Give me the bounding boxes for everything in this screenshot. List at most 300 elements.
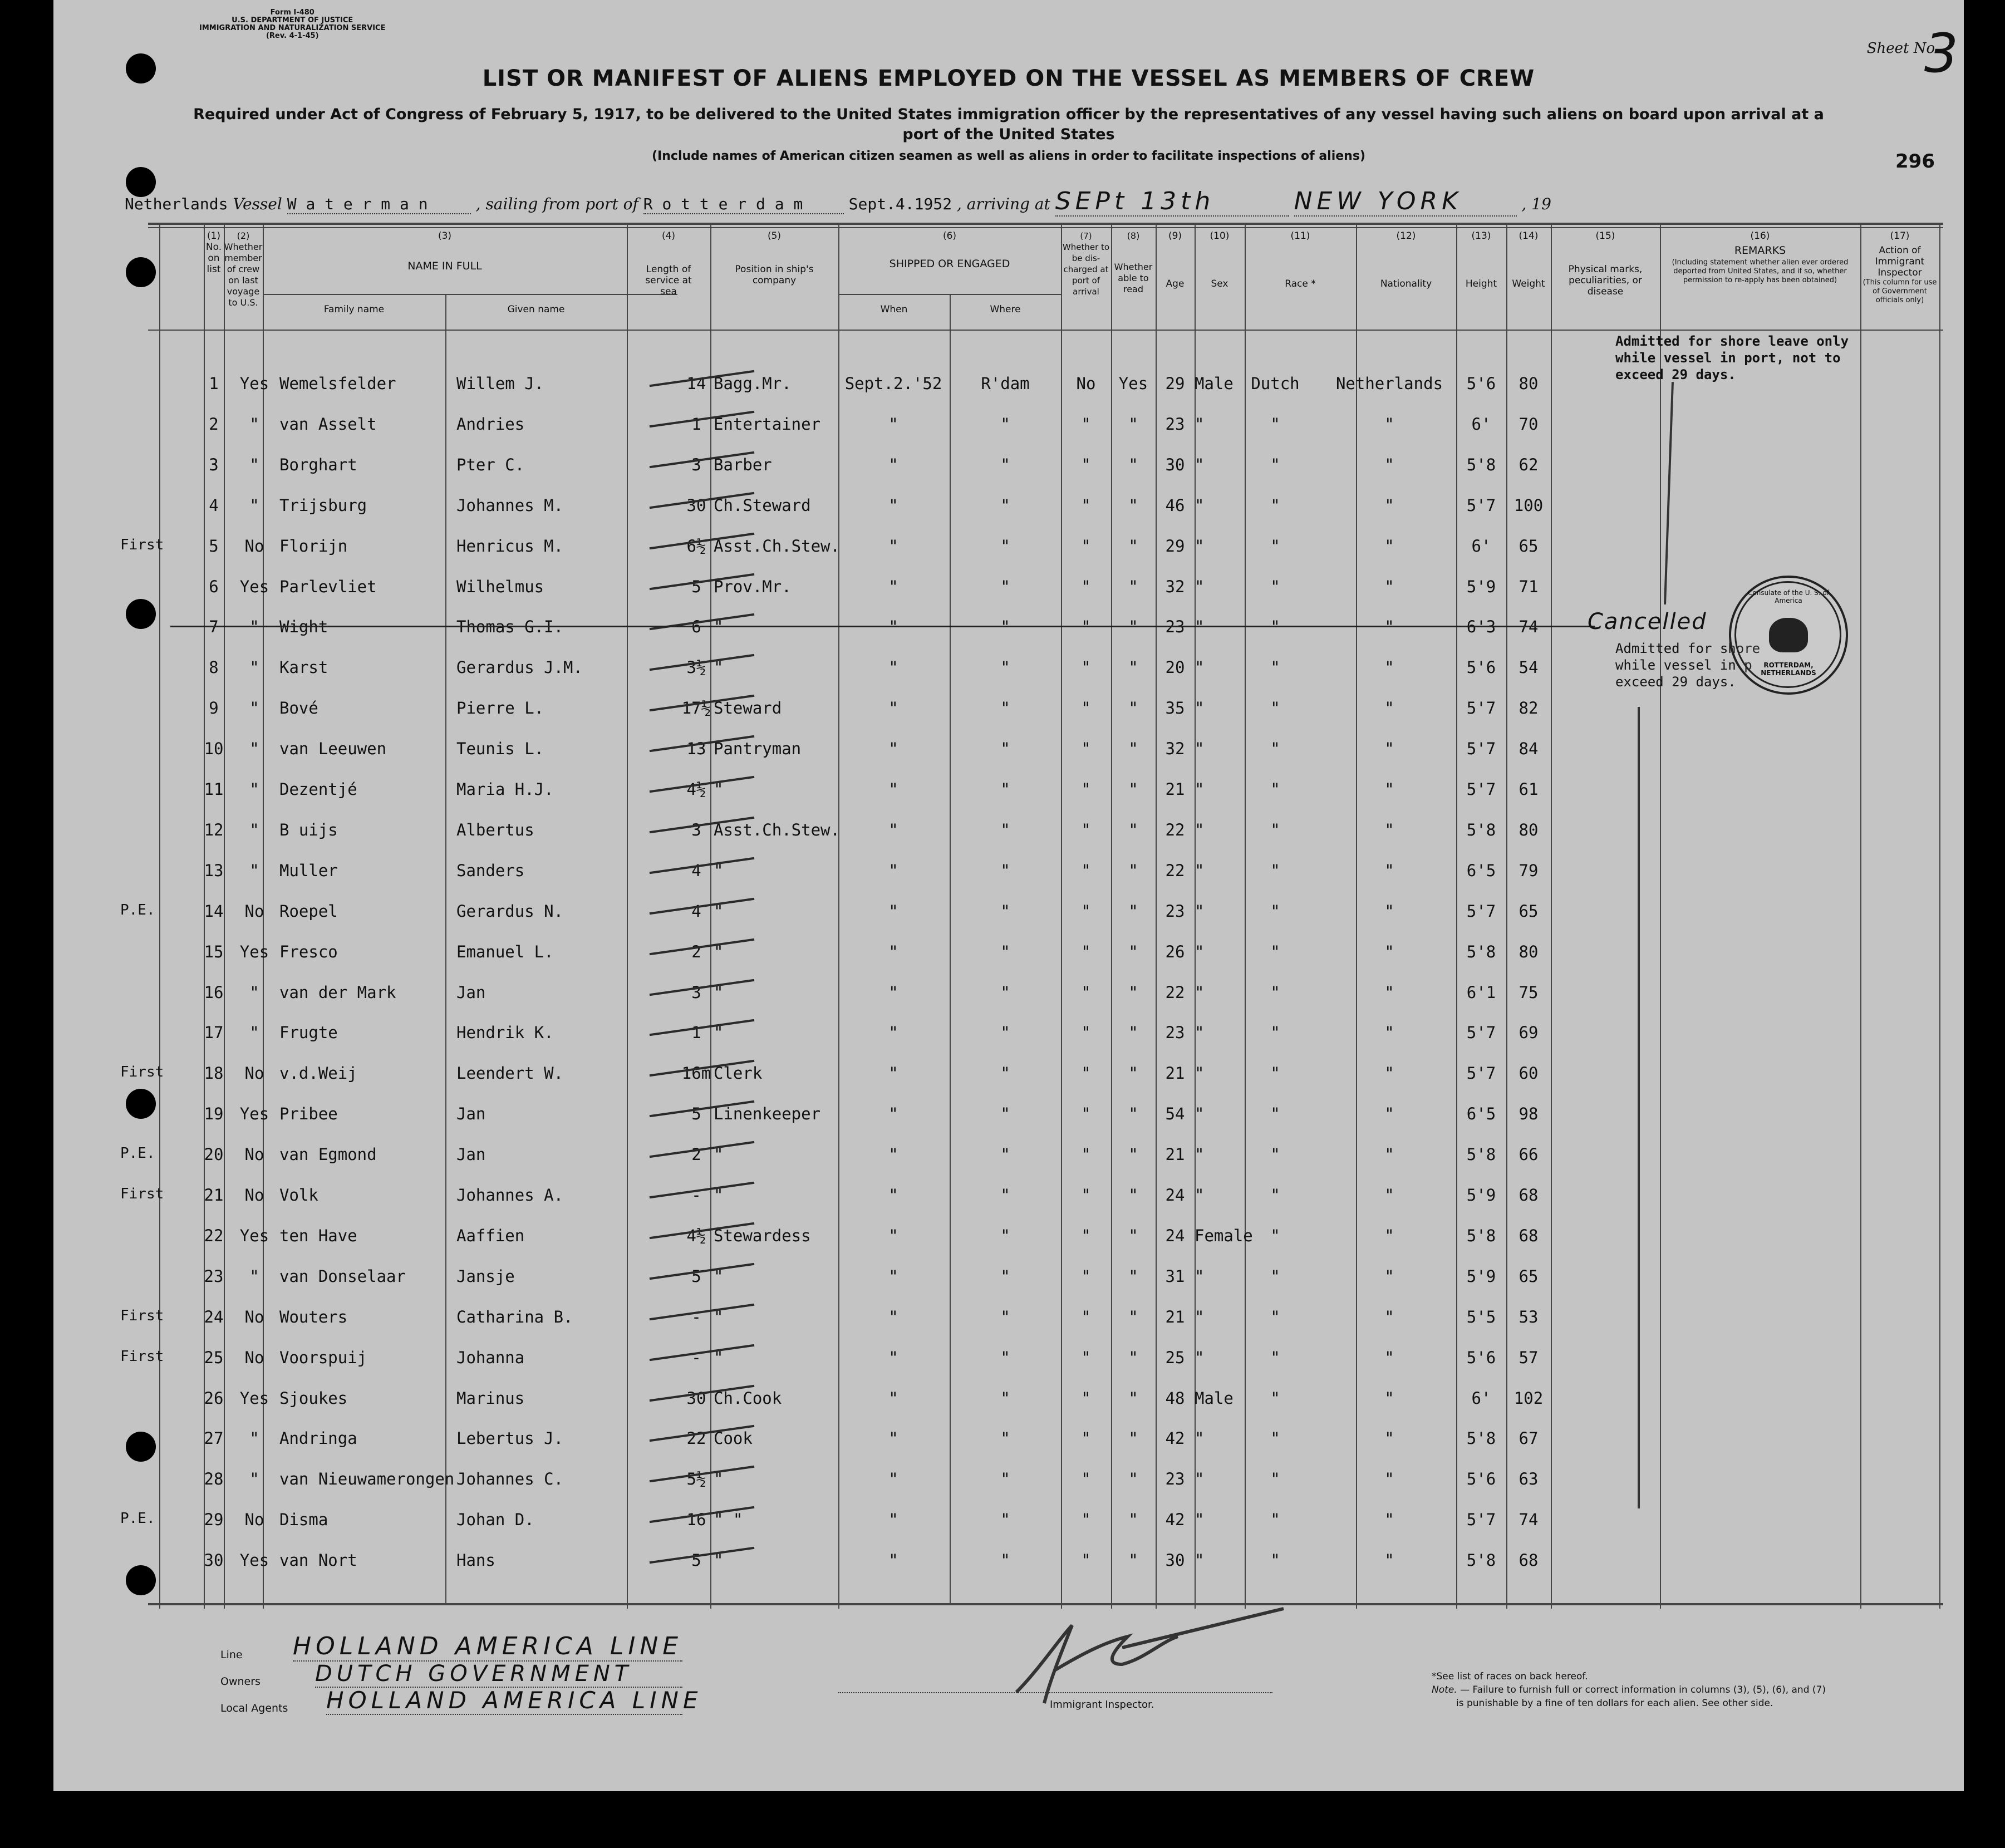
sailing-date: Sept.4.1952 xyxy=(848,195,952,213)
cell-read: " xyxy=(1128,1186,1138,1205)
cell-service: - xyxy=(691,1348,701,1367)
cell-where: " xyxy=(1000,617,1010,636)
cell-sex: " xyxy=(1195,902,1205,921)
cell-nationality: " xyxy=(1384,699,1394,717)
remark-shore-leave: Admitted for shore leave only while vessel in port, not to exceed 29 days. xyxy=(1615,333,1849,382)
col-no-header: (1) No. on list xyxy=(205,230,222,275)
cell-discharge: " xyxy=(1081,780,1091,799)
cell-sex: " xyxy=(1195,658,1205,677)
punch-hole xyxy=(126,1089,156,1119)
cell-sex: " xyxy=(1195,1308,1205,1326)
cell-height: 5'6 xyxy=(1466,658,1496,677)
cell-when: " xyxy=(888,455,898,474)
cell-service: 17½ xyxy=(681,699,711,717)
cell-read: " xyxy=(1128,455,1138,474)
seal-inner-text: ROTTERDAM, NETHERLANDS xyxy=(1761,661,1816,677)
cell-family: ten Have xyxy=(279,1226,357,1245)
cell-nationality: " xyxy=(1384,1064,1394,1083)
col-given-name-header: Given name xyxy=(507,304,565,315)
cell-height: 5'8 xyxy=(1466,1429,1496,1448)
cell-race: " xyxy=(1270,1186,1280,1205)
col-service-header: (4) Length of service at sea xyxy=(645,230,692,297)
cell-age: 22 xyxy=(1165,820,1185,839)
col-height-header: (13) Height xyxy=(1465,230,1497,289)
cell-position: Ch.Cook xyxy=(714,1389,782,1408)
cell-sex: " xyxy=(1195,415,1205,434)
cell-age: 25 xyxy=(1165,1348,1185,1367)
cell-age: 21 xyxy=(1165,780,1185,799)
cell-discharge: " xyxy=(1081,1389,1091,1408)
cell-last: Yes xyxy=(239,1389,269,1408)
cell-read: " xyxy=(1128,983,1138,1002)
cell-sex: " xyxy=(1195,1064,1205,1083)
cell-given: Henricus M. xyxy=(456,537,564,556)
cell-family: Volk xyxy=(279,1186,318,1205)
cell-age: 29 xyxy=(1165,537,1185,556)
cell-position: " xyxy=(714,658,724,677)
cell-position: " xyxy=(714,1023,724,1042)
cell-where: " xyxy=(1000,1226,1010,1245)
cell-service: 3 xyxy=(691,820,701,839)
cell-margin: First xyxy=(120,1186,164,1202)
cell-when: " xyxy=(888,1023,898,1042)
cell-when: " xyxy=(888,1389,898,1408)
cell-no: 19 xyxy=(204,1104,224,1123)
cell-sex: " xyxy=(1195,537,1205,556)
cell-read: Yes xyxy=(1118,374,1148,393)
cell-given: Gerardus N. xyxy=(456,902,564,921)
cell-sex: " xyxy=(1195,577,1205,596)
cell-race: Dutch xyxy=(1251,374,1300,393)
cell-discharge: " xyxy=(1081,1308,1091,1326)
cell-family: Muller xyxy=(279,861,338,880)
cell-race: " xyxy=(1270,1469,1280,1488)
col-when-header: When xyxy=(880,304,908,315)
cell-when: " xyxy=(888,861,898,880)
cell-sex: " xyxy=(1195,496,1205,515)
stamp-number: 296 xyxy=(1895,150,1935,173)
cell-sex: " xyxy=(1195,1023,1205,1042)
cell-given: Willem J. xyxy=(456,374,544,393)
cell-no: 3 xyxy=(209,455,219,474)
arrival-date: SEPt 13th xyxy=(1055,187,1289,217)
inspector-label: Immigrant Inspector. xyxy=(1050,1699,1154,1711)
cell-height: 5'7 xyxy=(1466,496,1496,515)
cell-family: van Nieuwamerongen xyxy=(279,1469,455,1488)
cell-height: 5'7 xyxy=(1466,780,1496,799)
cell-race: " xyxy=(1270,1389,1280,1408)
cell-height: 5'9 xyxy=(1466,1267,1496,1286)
punch-hole xyxy=(126,1565,156,1595)
cell-nationality: " xyxy=(1384,1551,1394,1570)
cell-read: " xyxy=(1128,1429,1138,1448)
cell-where: " xyxy=(1000,1267,1010,1286)
cell-position: Asst.Ch.Stew. xyxy=(714,820,840,839)
col-sex-header: (10) Sex xyxy=(1210,230,1230,289)
footer-agents-value: HOLLAND AMERICA LINE xyxy=(326,1687,702,1714)
cell-family: Karst xyxy=(279,658,328,677)
cell-nationality: " xyxy=(1384,617,1394,636)
sheet-label: Sheet No. xyxy=(1866,40,1939,57)
cell-last: No xyxy=(244,1308,264,1326)
cell-read: " xyxy=(1128,1145,1138,1164)
cell-race: " xyxy=(1270,699,1280,717)
cell-sex: " xyxy=(1195,1469,1205,1488)
col-discharge-header: (7) Whether to be dis-charged at port of arrival xyxy=(1062,231,1110,297)
cell-weight: 80 xyxy=(1519,374,1539,393)
cell-weight: 75 xyxy=(1519,983,1539,1002)
cell-discharge: " xyxy=(1081,1510,1091,1529)
cell-nationality: " xyxy=(1384,1510,1394,1529)
cell-nationality: " xyxy=(1384,1469,1394,1488)
cell-service: 2 xyxy=(691,1145,701,1164)
cell-read: " xyxy=(1128,1348,1138,1367)
cell-position: Prov.Mr. xyxy=(714,577,792,596)
cell-given: Johanna xyxy=(456,1348,525,1367)
footer-owners-value: DUTCH GOVERNMENT xyxy=(315,1661,682,1688)
cancel-strike-line xyxy=(170,626,1595,627)
cell-where: " xyxy=(1000,1348,1010,1367)
cell-position: " xyxy=(714,861,724,880)
cell-given: Jan xyxy=(456,983,486,1002)
cell-height: 6'5 xyxy=(1466,861,1496,880)
cell-discharge: " xyxy=(1081,942,1091,961)
cell-service: 4½ xyxy=(686,780,706,799)
cell-no: 25 xyxy=(204,1348,224,1367)
cell-discharge: " xyxy=(1081,1469,1091,1488)
cell-read: " xyxy=(1128,780,1138,799)
cell-sex: " xyxy=(1195,780,1205,799)
cell-discharge: " xyxy=(1081,1429,1091,1448)
cell-height: 5'8 xyxy=(1466,1551,1496,1570)
cell-given: Johannes M. xyxy=(456,496,564,515)
cell-last: Yes xyxy=(239,1551,269,1570)
cell-last: Yes xyxy=(239,942,269,961)
eagle-icon xyxy=(1769,618,1808,652)
cell-where: " xyxy=(1000,902,1010,921)
cell-family: Voorspuij xyxy=(279,1348,367,1367)
cell-position: " xyxy=(714,1308,724,1326)
cell-no: 10 xyxy=(204,739,224,758)
subtitle: Required under Act of Congress of February 5, 1917, to be delivered to the United States immigration officer by the representatives of any vessel having such aliens on board upon arrival at a xyxy=(193,106,1824,123)
cell-where: " xyxy=(1000,537,1010,556)
cell-margin: First xyxy=(120,1308,164,1324)
col-physical-marks-header: (15) Physical marks, peculiarities, or disease xyxy=(1568,230,1643,297)
cell-last: " xyxy=(249,699,259,717)
cell-given: Sanders xyxy=(456,861,525,880)
name-subheader-line xyxy=(263,294,677,295)
cell-no: 29 xyxy=(204,1510,224,1529)
cell-when: " xyxy=(888,1226,898,1245)
cell-nationality: " xyxy=(1384,1023,1394,1042)
form-header xyxy=(199,9,385,40)
cell-given: Maria H.J. xyxy=(456,780,554,799)
cell-nationality: " xyxy=(1384,1186,1394,1205)
cell-last: " xyxy=(249,658,259,677)
cell-height: 6'1 xyxy=(1466,983,1496,1002)
cell-family: Dezentjé xyxy=(279,780,357,799)
vessel-nationality: Netherlands xyxy=(125,195,228,213)
cell-last: " xyxy=(249,983,259,1002)
cell-position: " xyxy=(714,1469,724,1488)
cell-race: " xyxy=(1270,496,1280,515)
cell-read: " xyxy=(1128,699,1138,717)
cell-where: " xyxy=(1000,658,1010,677)
cell-race: " xyxy=(1270,942,1280,961)
cell-age: 35 xyxy=(1165,699,1185,717)
cell-race: " xyxy=(1270,1551,1280,1570)
cell-weight: 68 xyxy=(1519,1226,1539,1245)
cell-nationality: " xyxy=(1384,1308,1394,1326)
col-action-header: (17) Action of Immigrant Inspector (This column for use of Government officials only) xyxy=(1863,230,1937,304)
cell-age: 30 xyxy=(1165,455,1185,474)
cell-height: 5'6 xyxy=(1466,1348,1496,1367)
cell-family: Florijn xyxy=(279,537,348,556)
cell-no: 16 xyxy=(204,983,224,1002)
cell-no: 20 xyxy=(204,1145,224,1164)
cell-when: " xyxy=(888,1510,898,1529)
cell-discharge: " xyxy=(1081,1023,1091,1042)
cell-weight: 65 xyxy=(1519,1267,1539,1286)
cell-age: 42 xyxy=(1165,1429,1185,1448)
cell-age: 30 xyxy=(1165,1551,1185,1570)
cell-given: Thomas G.I. xyxy=(456,617,564,636)
cell-read: " xyxy=(1128,617,1138,636)
punch-hole xyxy=(126,599,156,629)
col-remarks-header: (16) REMARKS (Including statement whether alien ever ordered deported from United States, and if so, whether permission to re-apply has been obtained) xyxy=(1672,230,1849,284)
cell-where: " xyxy=(1000,1469,1010,1488)
cell-last: " xyxy=(249,415,259,434)
cell-discharge: No xyxy=(1076,374,1096,393)
cell-no: 17 xyxy=(204,1023,224,1042)
cell-service: - xyxy=(691,1308,701,1326)
cell-position: " " xyxy=(714,1510,743,1529)
cell-service: 5 xyxy=(691,1267,701,1286)
cell-weight: 61 xyxy=(1519,780,1539,799)
cell-family: Fresco xyxy=(279,942,338,961)
cell-nationality: " xyxy=(1384,537,1394,556)
cell-height: 6' xyxy=(1471,415,1491,434)
col-position-header: (5) Position in ship's company xyxy=(735,230,814,286)
cell-age: 48 xyxy=(1165,1389,1185,1408)
cell-service: 16 xyxy=(686,1510,706,1529)
cell-given: Gerardus J.M. xyxy=(456,658,583,677)
cell-last: " xyxy=(249,1023,259,1042)
cell-weight: 63 xyxy=(1519,1469,1539,1488)
cell-family: Parlevliet xyxy=(279,577,377,596)
cell-when: " xyxy=(888,658,898,677)
cell-height: 5'9 xyxy=(1466,577,1496,596)
cell-age: 23 xyxy=(1165,1469,1185,1488)
cell-age: 22 xyxy=(1165,861,1185,880)
cell-weight: 65 xyxy=(1519,902,1539,921)
col-age-header: (9) Age xyxy=(1166,230,1185,289)
cell-discharge: " xyxy=(1081,1226,1091,1245)
cell-weight: 57 xyxy=(1519,1348,1539,1367)
cell-service: 1 xyxy=(691,1023,701,1042)
cell-when: " xyxy=(888,1308,898,1326)
cell-no: 14 xyxy=(204,902,224,921)
cell-nationality: Netherlands xyxy=(1335,374,1443,393)
cell-discharge: " xyxy=(1081,1186,1091,1205)
cell-no: 30 xyxy=(204,1551,224,1570)
cell-family: v.d.Weij xyxy=(279,1064,357,1083)
cell-sex: " xyxy=(1195,739,1205,758)
cell-nationality: " xyxy=(1384,861,1394,880)
cell-last: No xyxy=(244,1186,264,1205)
cell-position: Linenkeeper xyxy=(714,1104,821,1123)
cell-no: 2 xyxy=(209,415,219,434)
cell-last: " xyxy=(249,820,259,839)
cell-where: " xyxy=(1000,739,1010,758)
cell-race: " xyxy=(1270,1429,1280,1448)
cell-no: 24 xyxy=(204,1308,224,1326)
cell-discharge: " xyxy=(1081,1064,1091,1083)
cell-no: 12 xyxy=(204,820,224,839)
cell-height: 5'8 xyxy=(1466,820,1496,839)
cell-nationality: " xyxy=(1384,1429,1394,1448)
cell-position: Stewardess xyxy=(714,1226,811,1245)
cell-height: 6' xyxy=(1471,1389,1491,1408)
cell-read: " xyxy=(1128,1064,1138,1083)
cell-margin: First xyxy=(120,1064,164,1080)
cell-discharge: " xyxy=(1081,577,1091,596)
cell-position: Pantryman xyxy=(714,739,802,758)
cell-when: " xyxy=(888,1186,898,1205)
cell-height: 5'8 xyxy=(1466,455,1496,474)
cell-position: " xyxy=(714,1186,724,1205)
cell-age: 23 xyxy=(1165,415,1185,434)
cell-nationality: " xyxy=(1384,1104,1394,1123)
footer-agents-label: Local Agents xyxy=(220,1702,288,1714)
cell-nationality: " xyxy=(1384,415,1394,434)
penalty-note xyxy=(1432,1683,1826,1697)
punch-hole xyxy=(126,1432,156,1462)
cell-last: Yes xyxy=(239,1226,269,1245)
cell-position: Clerk xyxy=(714,1064,763,1083)
cell-sex: " xyxy=(1195,455,1205,474)
cell-sex: " xyxy=(1195,1348,1205,1367)
cell-nationality: " xyxy=(1384,455,1394,474)
cell-read: " xyxy=(1128,942,1138,961)
cell-race: " xyxy=(1270,1145,1280,1164)
cell-no: 1 xyxy=(209,374,219,393)
cell-nationality: " xyxy=(1384,577,1394,596)
cell-family: Pribee xyxy=(279,1104,338,1123)
cell-family: Sjoukes xyxy=(279,1389,348,1408)
remark-bracket-line xyxy=(1664,382,1674,604)
cell-when: " xyxy=(888,983,898,1002)
cell-nationality: " xyxy=(1384,983,1394,1002)
cell-race: " xyxy=(1270,902,1280,921)
cell-height: 5'7 xyxy=(1466,739,1496,758)
cell-service: 14 xyxy=(686,374,706,393)
cell-weight: 100 xyxy=(1513,496,1544,515)
sheet-number: 3 xyxy=(1924,22,1958,85)
cell-height: 5'5 xyxy=(1466,1308,1496,1326)
cell-service: - xyxy=(691,1186,701,1205)
cell-race: " xyxy=(1270,415,1280,434)
cell-when: " xyxy=(888,1551,898,1570)
cell-service: 13 xyxy=(686,739,706,758)
cell-discharge: " xyxy=(1081,699,1091,717)
cell-service: 4 xyxy=(691,861,701,880)
cell-read: " xyxy=(1128,820,1138,839)
cell-read: " xyxy=(1128,577,1138,596)
cell-race: " xyxy=(1270,537,1280,556)
cell-race: " xyxy=(1270,861,1280,880)
cell-height: 6' xyxy=(1471,537,1491,556)
cell-family: Roepel xyxy=(279,902,338,921)
cell-weight: 71 xyxy=(1519,577,1539,596)
cell-race: " xyxy=(1270,617,1280,636)
cell-discharge: " xyxy=(1081,415,1091,434)
cell-height: 5'7 xyxy=(1466,1510,1496,1529)
col-shipped-header: (6) SHIPPED OR ENGAGED xyxy=(889,230,1010,270)
cell-age: 46 xyxy=(1165,496,1185,515)
cell-nationality: " xyxy=(1384,496,1394,515)
cell-nationality: " xyxy=(1384,1226,1394,1245)
cell-family: Disma xyxy=(279,1510,328,1529)
cell-when: " xyxy=(888,739,898,758)
cell-no: 8 xyxy=(209,658,219,677)
cell-when: " xyxy=(888,1104,898,1123)
cell-no: 21 xyxy=(204,1186,224,1205)
cell-last: No xyxy=(244,1064,264,1083)
remark-shore-leave-2: Admitted for shore while vessel in p exceed 29 days. xyxy=(1615,641,1761,690)
cell-race: " xyxy=(1270,820,1280,839)
cell-when: " xyxy=(888,617,898,636)
cell-position: " xyxy=(714,1348,724,1367)
cell-position: " xyxy=(714,983,724,1002)
cell-read: " xyxy=(1128,1267,1138,1286)
cell-weight: 68 xyxy=(1519,1551,1539,1570)
arriving-label: , arriving at xyxy=(956,195,1050,213)
cell-margin: First xyxy=(120,1348,164,1365)
cell-discharge: " xyxy=(1081,1348,1091,1367)
cell-last: No xyxy=(244,1348,264,1367)
cell-no: 15 xyxy=(204,942,224,961)
cell-discharge: " xyxy=(1081,1267,1091,1286)
cell-weight: 84 xyxy=(1519,739,1539,758)
cell-family: Wouters xyxy=(279,1308,348,1326)
cell-family: Wight xyxy=(279,617,328,636)
cell-service: 3 xyxy=(691,455,701,474)
cell-family: van Egmond xyxy=(279,1145,377,1164)
cell-sex: " xyxy=(1195,983,1205,1002)
cell-weight: 66 xyxy=(1519,1145,1539,1164)
cell-age: 42 xyxy=(1165,1510,1185,1529)
cell-sex: " xyxy=(1195,1551,1205,1570)
cell-sex: " xyxy=(1195,1510,1205,1529)
cell-margin: First xyxy=(120,537,164,553)
cell-read: " xyxy=(1128,1510,1138,1529)
cell-sex: " xyxy=(1195,1429,1205,1448)
cell-read: " xyxy=(1128,1226,1138,1245)
cell-height: 6'5 xyxy=(1466,1104,1496,1123)
footer-owners-label: Owners xyxy=(220,1675,261,1688)
cell-given: Johannes A. xyxy=(456,1186,564,1205)
cell-given: Johan D. xyxy=(456,1510,534,1529)
cell-nationality: " xyxy=(1384,780,1394,799)
cell-service: 1 xyxy=(691,415,701,434)
cell-family: Frugte xyxy=(279,1023,338,1042)
cell-given: Pter C. xyxy=(456,455,525,474)
cell-discharge: " xyxy=(1081,739,1091,758)
cell-last: No xyxy=(244,1145,264,1164)
cell-race: " xyxy=(1270,1023,1280,1042)
cell-weight: 82 xyxy=(1519,699,1539,717)
